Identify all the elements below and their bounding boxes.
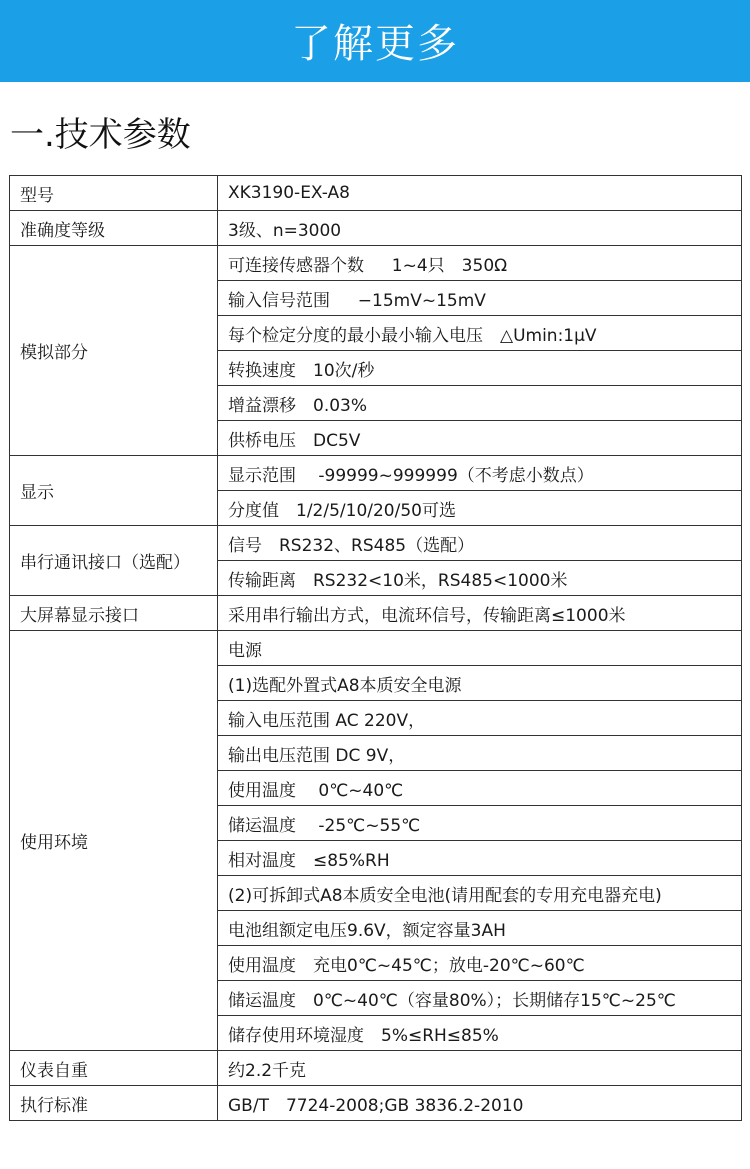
table-row — [10, 596, 742, 631]
table-row — [10, 246, 742, 281]
spec-category: 型号 — [10, 176, 218, 211]
banner-title: 了解更多 — [291, 21, 459, 67]
spec-value: 增益漂移 0.03% — [218, 386, 742, 421]
spec-value: 输入电压范围 AC 220V， — [218, 701, 742, 736]
table-row — [10, 1051, 742, 1086]
spec-category: 准确度等级 — [10, 211, 218, 246]
spec-value: 约2.2千克 — [218, 1051, 742, 1086]
spec-value: XK3190-EX-A8 — [218, 176, 742, 211]
spec-value: 可连接传感器个数 1~4只 350Ω — [218, 246, 742, 281]
spec-value: 3级、n=3000 — [218, 211, 742, 246]
spec-value: 显示范围 -99999~999999（不考虑小数点） — [218, 456, 742, 491]
spec-value: 输出电压范围 DC 9V， — [218, 736, 742, 771]
spec-value: 电池组额定电压9.6V，额定容量3AH — [218, 911, 742, 946]
table-row — [10, 211, 742, 246]
spec-category: 大屏幕显示接口 — [10, 596, 218, 631]
table-row — [10, 1086, 742, 1121]
spec-value: 储存使用环境湿度 5%≤RH≤85% — [218, 1016, 742, 1051]
header-banner — [0, 0, 750, 82]
spec-category: 使用环境 — [10, 631, 218, 1051]
spec-value: 分度值 1/2/5/10/20/50可选 — [218, 491, 742, 526]
spec-category: 串行通讯接口（选配） — [10, 526, 218, 596]
section-title: 一.技术参数 — [10, 115, 191, 155]
spec-value: 传输距离 RS232<10米，RS485<1000米 — [218, 561, 742, 596]
spec-value: 每个检定分度的最小最小输入电压 △Umin:1μV — [218, 316, 742, 351]
spec-value: 信号 RS232、RS485（选配） — [218, 526, 742, 561]
spec-value: 储运温度 0℃~40℃（容量80%）；长期储存15℃~25℃ — [218, 981, 742, 1016]
spec-value: 转换速度 10次/秒 — [218, 351, 742, 386]
spec-value: 储运温度 -25℃~55℃ — [218, 806, 742, 841]
table-row — [10, 526, 742, 561]
spec-category: 仪表自重 — [10, 1051, 218, 1086]
table-row — [10, 631, 742, 666]
spec-value: 输入信号范围 −15mV~15mV — [218, 281, 742, 316]
spec-value: 使用温度 充电0℃~45℃；放电-20℃~60℃ — [218, 946, 742, 981]
spec-category: 显示 — [10, 456, 218, 526]
spec-value: GB/T 7724-2008;GB 3836.2-2010 — [218, 1086, 742, 1121]
spec-value: 供桥电压 DC5V — [218, 421, 742, 456]
table-row — [10, 456, 742, 491]
spec-value: (2)可拆卸式A8本质安全电池(请用配套的专用充电器充电) — [218, 876, 742, 911]
spec-category: 模拟部分 — [10, 246, 218, 456]
table-row — [10, 176, 742, 211]
spec-value: 采用串行输出方式，电流环信号，传输距离≤1000米 — [218, 596, 742, 631]
spec-category: 执行标准 — [10, 1086, 218, 1121]
spec-table-body — [10, 176, 742, 1121]
spec-value: 相对温度 ≤85%RH — [218, 841, 742, 876]
spec-value: 使用温度 0℃~40℃ — [218, 771, 742, 806]
spec-table — [9, 175, 742, 1121]
spec-value: 电源 — [218, 631, 742, 666]
spec-value: (1)选配外置式A8本质安全电源 — [218, 666, 742, 701]
